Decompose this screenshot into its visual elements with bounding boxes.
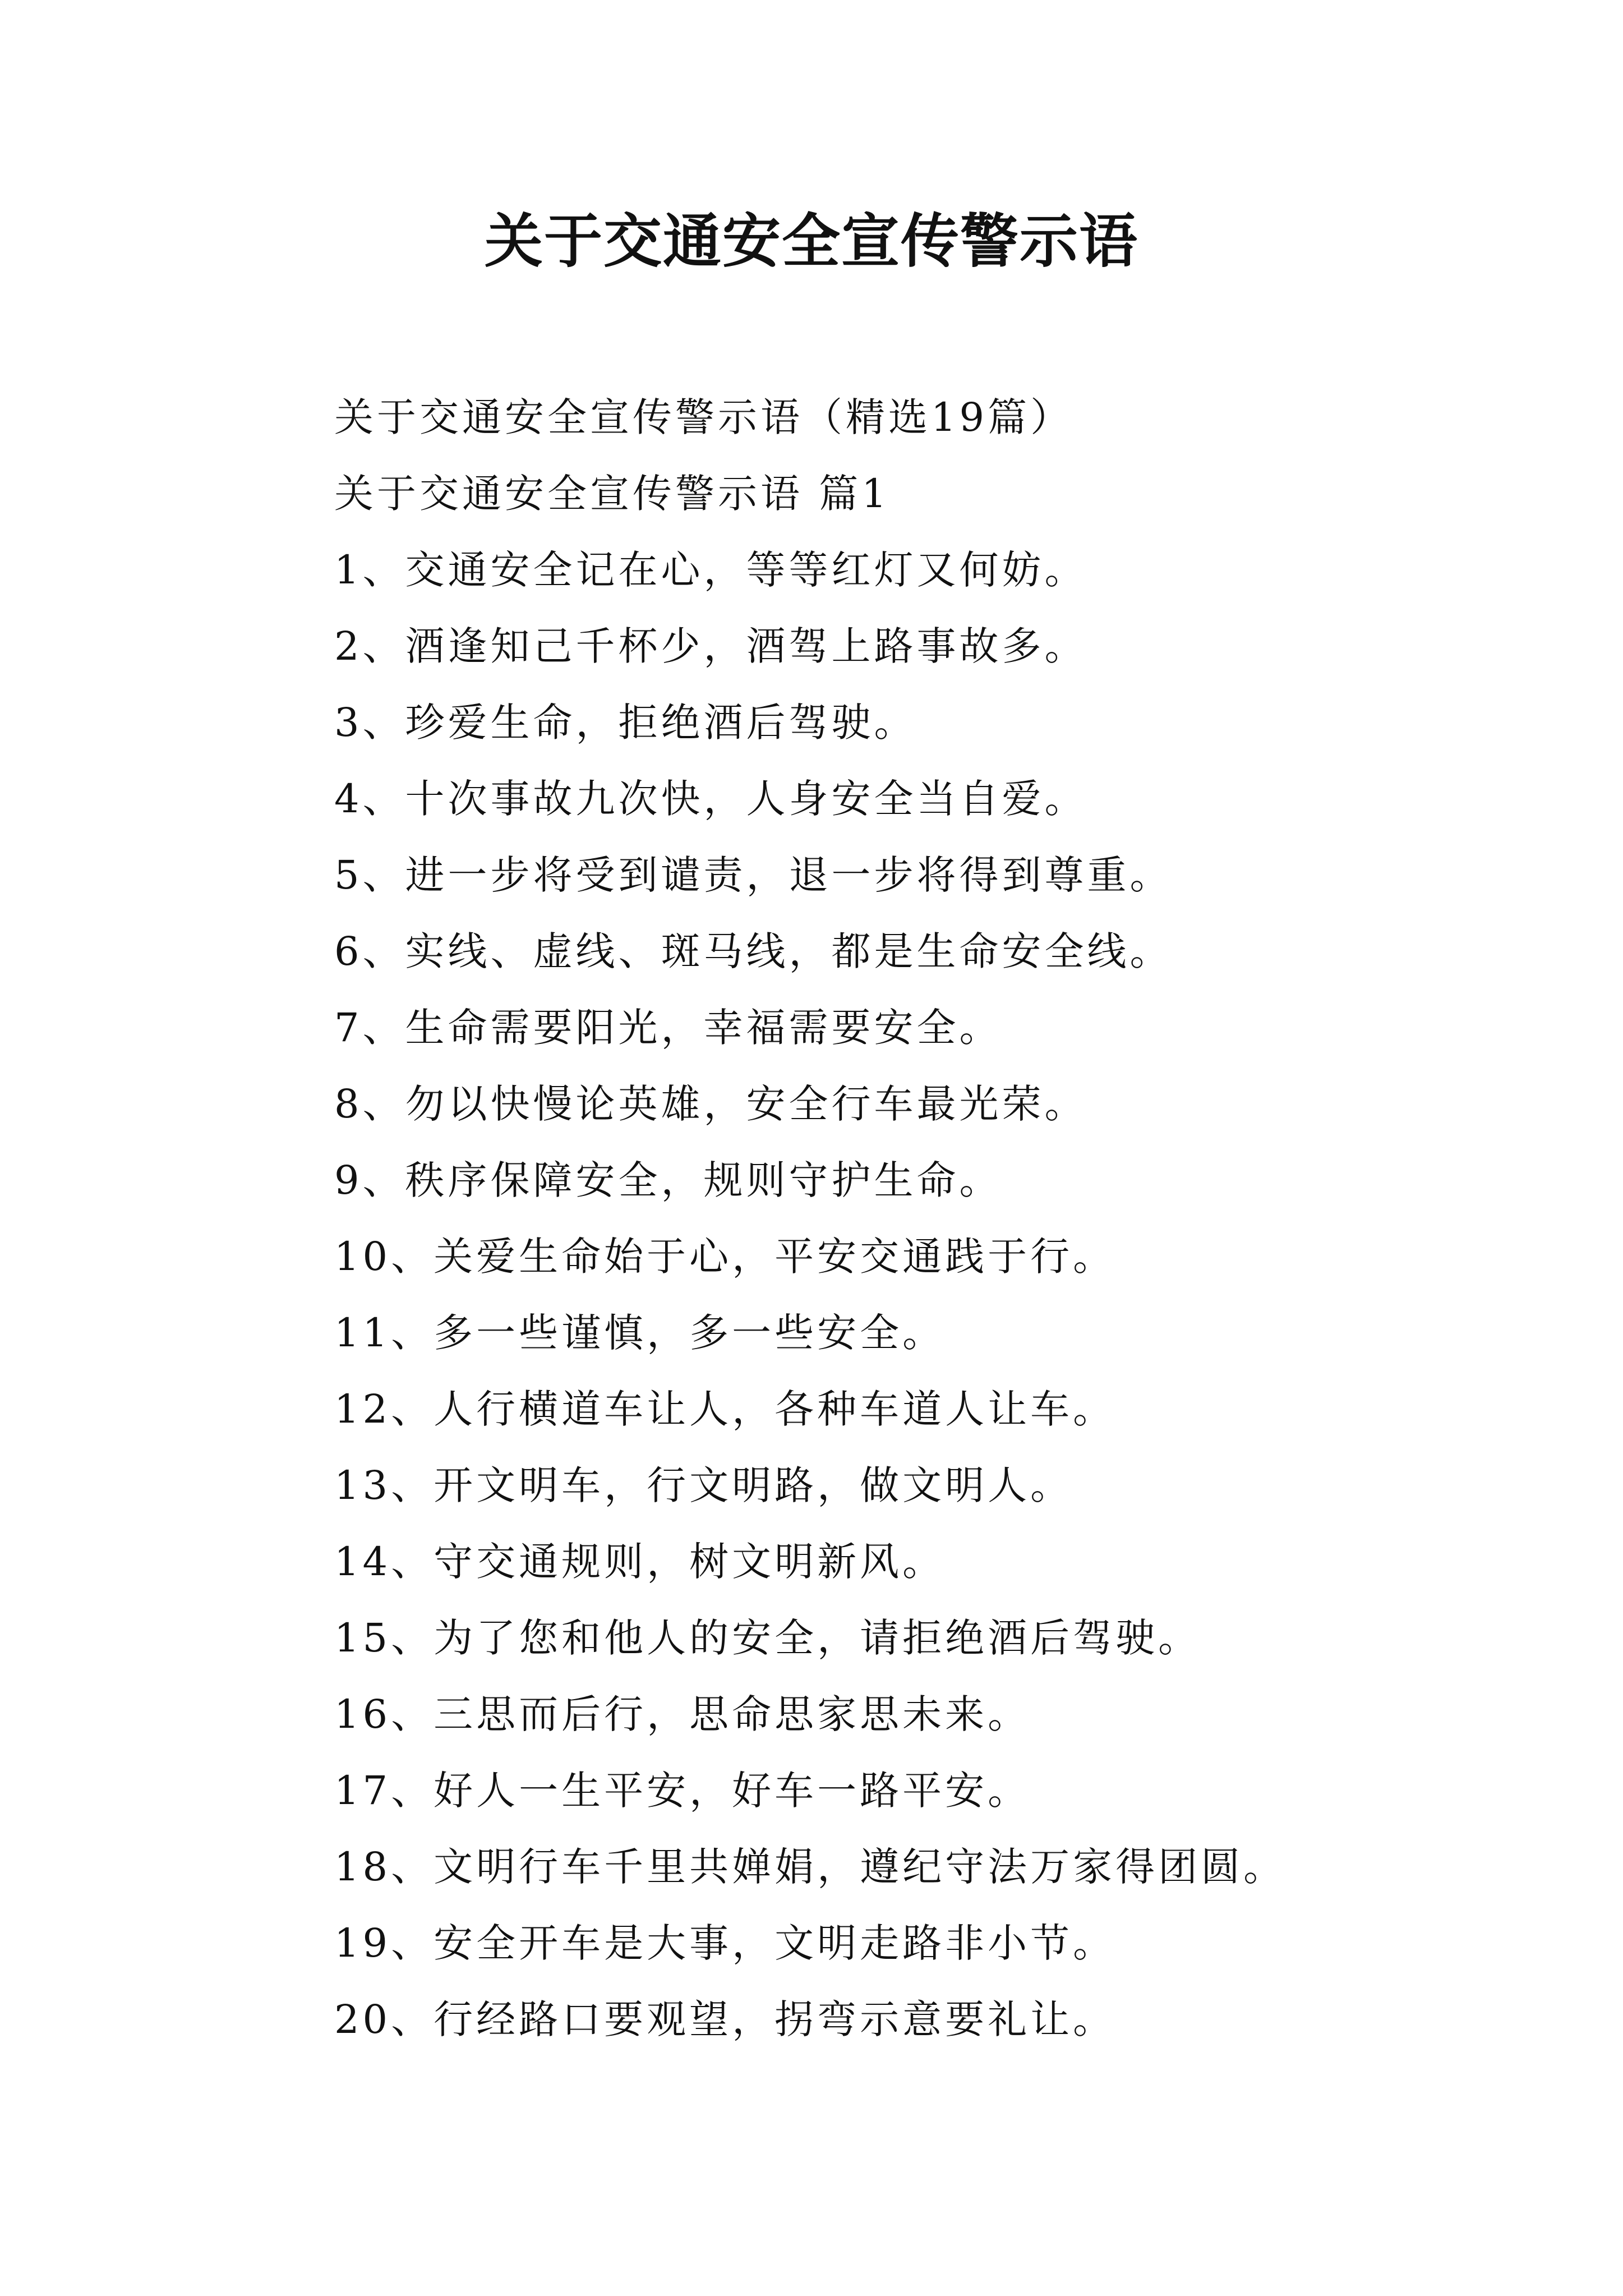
slogan-item: 18、文明行车千里共婵娟，遵纪守法万家得团圆。 xyxy=(334,1844,1287,1890)
slogan-item: 16、三思而后行，思命思家思未来。 xyxy=(334,1691,1031,1737)
slogan-item: 7、生命需要阳光，幸福需要安全。 xyxy=(334,1005,1002,1051)
slogan-item: 19、安全开车是大事，文明走路非小节。 xyxy=(334,1920,1116,1966)
slogan-item: 11、多一些谨慎，多一些安全。 xyxy=(334,1310,946,1356)
slogan-item: 17、好人一生平安，好车一路平安。 xyxy=(334,1768,1031,1814)
slogan-item: 3、珍爱生命，拒绝酒后驾驶。 xyxy=(334,700,917,746)
slogan-item: 1、交通安全记在心，等等红灯又何妨。 xyxy=(334,547,1087,593)
document-body xyxy=(334,379,1568,2058)
document-subtitle: 关于交通安全宣传警示语（精选19篇） xyxy=(334,394,1073,440)
slogan-item: 9、秩序保障安全，规则守护生命。 xyxy=(334,1157,1002,1203)
slogan-item: 2、酒逢知己千杯少，酒驾上路事故多。 xyxy=(334,623,1087,669)
slogan-item: 13、开文明车，行文明路，做文明人。 xyxy=(334,1462,1073,1508)
slogan-item: 20、行经路口要观望，拐弯示意要礼让。 xyxy=(334,1996,1116,2042)
slogan-item: 10、关爱生命始于心，平安交通践于行。 xyxy=(334,1234,1116,1280)
slogan-item: 14、守交通规则，树文明新风。 xyxy=(334,1539,946,1585)
slogan-item: 8、勿以快慢论英雄，安全行车最光荣。 xyxy=(334,1081,1087,1127)
slogan-item: 12、人行横道车让人，各种车道人让车。 xyxy=(334,1386,1116,1432)
document-title: 关于交通安全宣传警示语 xyxy=(484,206,1138,275)
slogan-item: 6、实线、虚线、斑马线，都是生命安全线。 xyxy=(334,928,1173,974)
slogan-item: 15、为了您和他人的安全，请拒绝酒后驾驶。 xyxy=(334,1615,1201,1661)
slogan-item: 5、进一步将受到谴责，退一步将得到尊重。 xyxy=(334,852,1173,898)
slogan-item: 4、十次事故九次快，人身安全当自爱。 xyxy=(334,776,1087,822)
section-heading: 关于交通安全宣传警示语 篇1 xyxy=(334,471,890,517)
